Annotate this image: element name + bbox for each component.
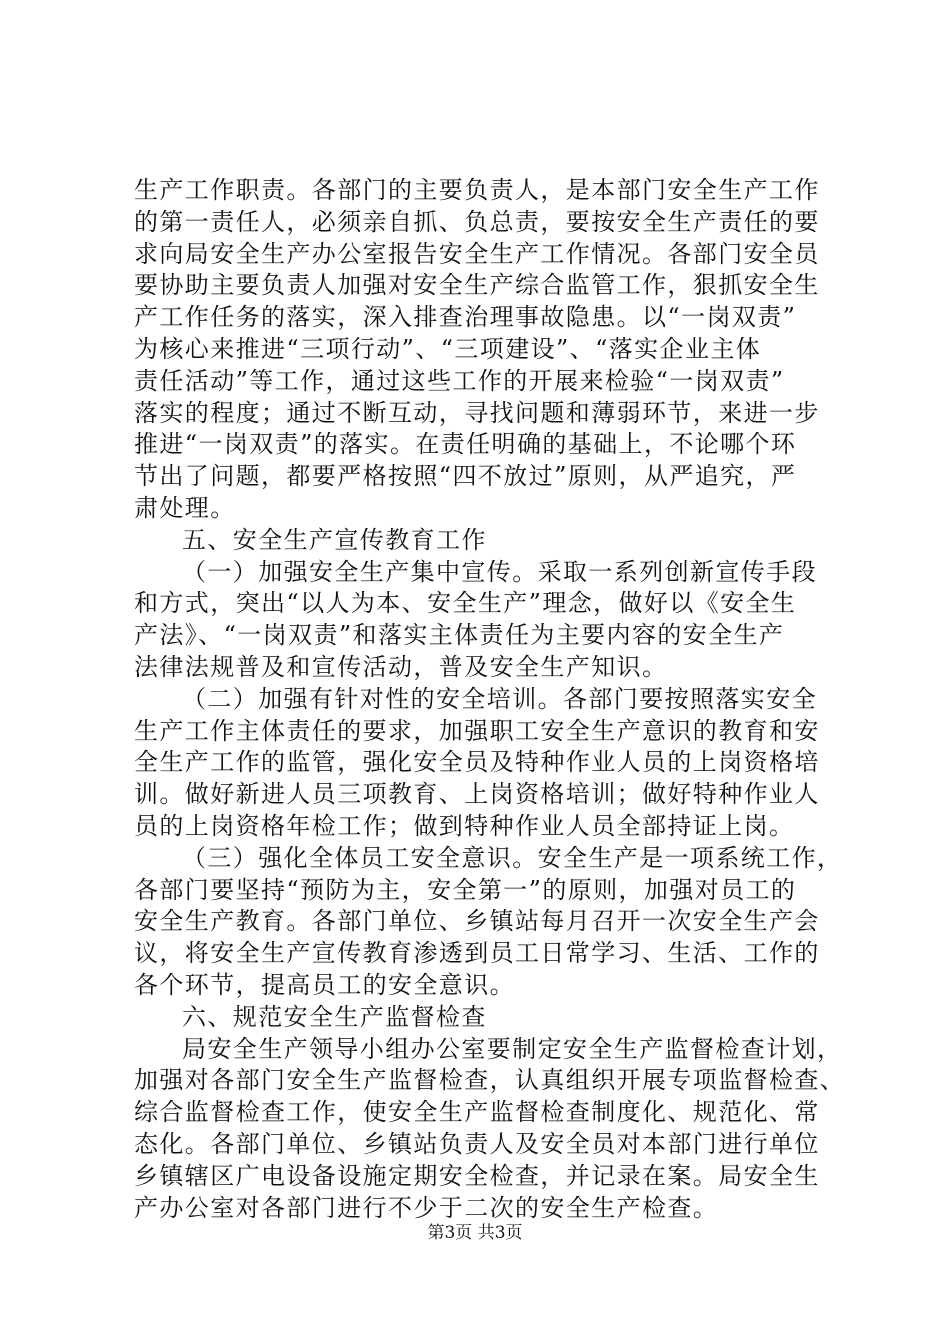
- text-line: 的第一责任人，必须亲自抓、负总责，要按安全生产责任的要: [134, 207, 820, 236]
- text-line: 要协助主要负责人加强对安全生产综合监管工作，狠抓安全生: [134, 271, 820, 300]
- text-line: 责任活动”等工作，通过这些工作的开展来检验“一岗双责”: [134, 366, 785, 395]
- text-line: 安全生产教育。各部门单位、乡镇站每月召开一次安全生产会: [134, 907, 820, 936]
- text-line: 肃处理。: [134, 493, 236, 522]
- text-line: 生产工作主体责任的要求，加强职工安全生产意识的教育和安: [134, 716, 820, 745]
- text-line: 为核心来推进“三项行动”、“三项建设”、“落实企业主体: [134, 334, 762, 363]
- text-line: 局安全生产领导小组办公室要制定安全生产监督检查计划，: [182, 1034, 843, 1063]
- text-line: 生产工作职责。各部门的主要负责人，是本部门安全生产工作: [134, 176, 820, 204]
- section-heading: 五、安全生产宣传教育工作: [182, 525, 487, 554]
- text-line: 和方式，突出“以人为本、安全生产”理念，做好以《安全生: [134, 589, 797, 618]
- text-line: （三）强化全体员工安全意识。安全生产是一项系统工作，: [182, 843, 843, 872]
- text-line: 推进“一岗双责”的落实。在责任明确的基础上，不论哪个环: [134, 430, 797, 459]
- text-line: 节出了问题，都要严格按照“四不放过”原则，从严追究，严: [134, 462, 797, 491]
- text-line: 全生产工作的监管，强化安全员及特种作业人员的上岗资格培: [134, 748, 820, 777]
- text-line: 各部门要坚持“预防为主，安全第一”的原则，加强对员工的: [134, 875, 797, 904]
- page-footer: 第3页 共3页: [427, 1223, 523, 1243]
- text-line: 议，将安全生产宣传教育渗透到员工日常学习、生活、工作的: [134, 939, 820, 968]
- text-line: 各个环节，提高员工的安全意识。: [134, 970, 515, 999]
- text-line: （一）加强安全生产集中宣传。采取一系列创新宣传手段: [182, 557, 817, 586]
- text-line: 落实的程度；通过不断互动，寻找问题和薄弱环节，来进一步: [134, 398, 820, 427]
- text-line: 加强对各部门安全生产监督检查，认真组织开展专项监督检查、: [134, 1066, 846, 1095]
- text-line: （二）加强有针对性的安全培训。各部门要按照落实安全: [182, 684, 817, 713]
- text-line: 产办公室对各部门进行不少于二次的安全生产检查。: [134, 1193, 719, 1222]
- text-line: 员的上岗资格年检工作；做到特种作业人员全部持证上岗。: [134, 811, 795, 840]
- text-line: 产工作任务的落实，深入排查治理事故隐患。以“一岗双责”: [134, 303, 797, 332]
- text-line: 乡镇辖区广电设备设施定期安全检查，并记录在案。局安全生: [134, 1161, 820, 1190]
- text-line: 态化。各部门单位、乡镇站负责人及安全员对本部门进行单位: [134, 1129, 820, 1158]
- text-line: 求向局安全生产办公室报告安全生产工作情况。各部门安全员: [134, 239, 820, 268]
- text-line: 法律法规普及和宣传活动，普及安全生产知识。: [134, 652, 668, 681]
- text-line: 综合监督检查工作，使安全生产监督检查制度化、规范化、常: [134, 1098, 820, 1127]
- text-line: 训。做好新进人员三项教育、上岗资格培训；做好特种作业人: [134, 780, 820, 809]
- section-heading: 六、规范安全生产监督检查: [182, 1002, 487, 1031]
- body-text: [134, 175, 846, 1224]
- text-line: 产法》、“一岗双责”和落实主体责任为主要内容的安全生产: [134, 621, 785, 650]
